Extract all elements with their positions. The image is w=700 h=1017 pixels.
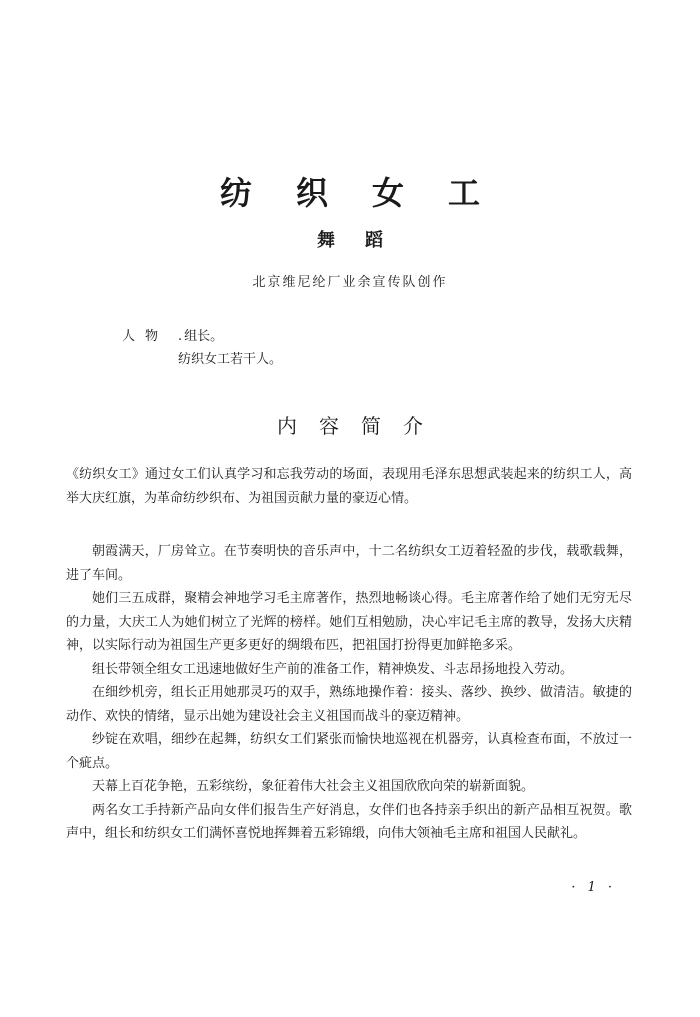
characters-list xyxy=(122,325,282,371)
characters-separator: . xyxy=(178,329,183,344)
paragraph: 两名女工手持新产品向女伴们报告生产好消息，女伴们也各持亲手织出的新产品相互祝贺。歌声中，组长和纺织女工们满怀喜悦地挥舞着五彩锦缎，向伟大领袖毛主席和祖国人民献礼。 xyxy=(66,802,632,841)
paragraph: 组长带领全组女工迅速地做好生产前的准备工作，精神焕发、斗志昂扬地投入劳动。 xyxy=(92,661,574,677)
paragraph: 在细纱机旁，组长正用她那灵巧的双手，熟练地操作着：接头、落纱、换纱、做清洁。敏捷的动作、欢快的情绪，显示出她为建设社会主义祖国而战斗的豪迈精神。 xyxy=(66,685,632,724)
characters-line-lead xyxy=(122,325,282,348)
characters-line-others xyxy=(122,348,282,371)
paragraph: 纱锭在欢唱，细纱在起舞，纺织女工们紧张而愉快地巡视在机器旁，认真检查布面，不放过一个疵点。 xyxy=(66,732,632,771)
section-heading: 内容简介 xyxy=(277,414,445,438)
intro-paragraph: 《纺织女工》通过女工们认真学习和忘我劳动的场面，表现用毛泽东思想武装起来的纺织工人，高举大庆红旗，为革命纺纱织布、为祖国贡献力量的豪迈心情。 xyxy=(66,467,632,506)
character-others: 纺织女工若干人。 xyxy=(178,352,283,367)
synopsis-body xyxy=(66,540,632,846)
paragraph: 天幕上百花争艳，五彩缤纷，象征着伟大社会主义祖国欣欣向荣的崭新面貌。 xyxy=(92,779,535,794)
paragraph: 她们三五成群，聚精会神地学习毛主席著作，热烈地畅谈心得。毛主席著作给了她们无穷无尽的力量，大庆工人为她们树立了光辉的榜样。她们互相勉励，决心牢记毛主席的教导，发扬大庆精神，以实际行动为祖国生产更多更好的绸缎布匹，把祖国打扮得更加鲜艳多采。 xyxy=(66,591,632,653)
document-title: 纺织女工 xyxy=(219,174,524,212)
character-lead: 组长。 xyxy=(184,329,224,344)
paragraph: 朝霞满天，厂房耸立。在节奏明快的音乐声中，十二名纺织女工迈着轻盈的步伐，载歌载舞，进了车间。 xyxy=(66,544,632,583)
genre-subtitle: 舞蹈 xyxy=(317,230,413,251)
characters-label: 人物 xyxy=(122,329,169,344)
page-number: · 1 · xyxy=(571,880,616,895)
author-line: 北京维尼纶厂业余宣传队创作 xyxy=(252,275,448,290)
